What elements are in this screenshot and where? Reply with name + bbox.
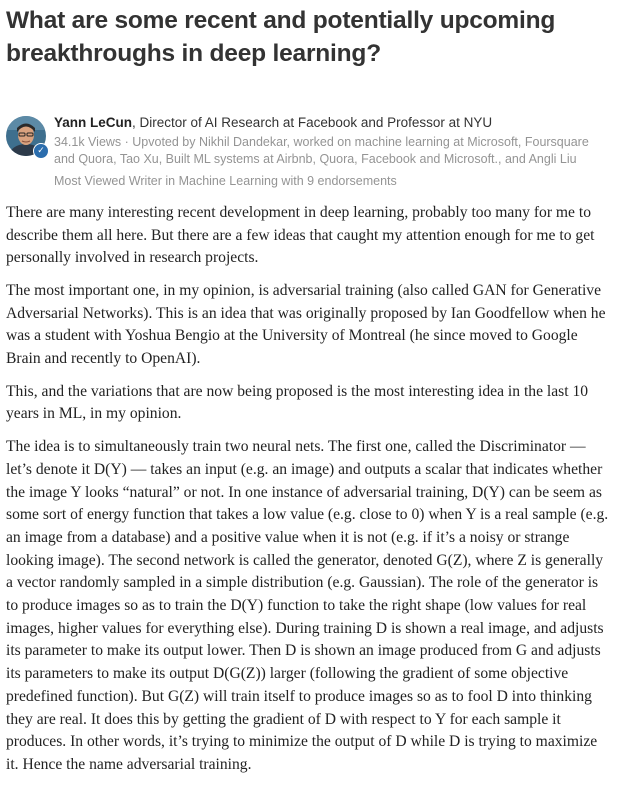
upvoter-link[interactable]: Tao Xu bbox=[119, 152, 159, 167]
upvoter-credential: , Built ML systems at Airbnb, Quora, Facebook and Microsoft. bbox=[158, 152, 498, 167]
upvoter-separator: , bbox=[113, 152, 120, 167]
upvoter-credential: , worked on machine learning at Microsoft, Foursquare and Quora bbox=[54, 135, 589, 167]
answer-meta bbox=[54, 134, 613, 169]
author-block bbox=[6, 114, 613, 190]
question-title[interactable]: What are some recent and potentially upcoming breakthroughs in deep learning? bbox=[6, 7, 556, 67]
view-count: 34.1k Views bbox=[54, 135, 122, 149]
most-viewed-writer[interactable]: Most Viewed Writer in Machine Learning with 9 endorsements bbox=[54, 173, 397, 188]
meta-separator: · bbox=[121, 135, 133, 149]
checkmark-badge-icon: ✓ bbox=[33, 143, 49, 159]
answer-paragraph: The idea is to simultaneously train two neural nets. The first one, called the Discriminator — let’s denote it D(Y) — takes an input (e.g. an image) and outputs a scalar that indicates whether the image Y looks “natural” or not. In one instance of adversarial training, D(Y) can be seem as some sort of energy function that takes a low value (e.g. close to 0) when Y is a real sample (e.g. an image from a database) and a positive value when it is not (e.g. if it’s a noisy or strange looking image). The second network is called the generator, denoted G(Z), where Z is generally a vector randomly sampled in a simple distribution (e.g. Gaussian). The role of the generator is to produce images so as to train the D(Y) function to take the right shape (low values for real images, higher values for everything else). During training D is shown a real image, and adjusts its parameter to make its output lower. Then D is shown an image produced from G and adjusts its parameters to make its output D(G(Z)) larger (following the gradient of some objective predefined function). But G(Z) will train itself to produce images so as to fool D into thinking they are real. It does this by getting the gradient of D with respect to Y for each sample it produces. In other words, it’s trying to minimize the output of D while D is trying to maximize it. Hence the name adversarial training. bbox=[6, 438, 609, 773]
upvoter-link[interactable]: Angli Liu bbox=[528, 152, 577, 167]
user-avatar-icon[interactable] bbox=[6, 116, 46, 156]
upvoter-link[interactable]: Nikhil Dandekar bbox=[199, 135, 287, 149]
upvoter-separator: , and bbox=[498, 152, 529, 167]
upvoted-by-label: Upvoted by bbox=[132, 135, 199, 149]
author-line bbox=[54, 114, 613, 132]
answer-paragraph: There are many interesting recent development in deep learning, probably too many for me to describe them all here. But there are a few ideas that caught my attention enough for me to get personally involved in research projects. bbox=[6, 203, 595, 267]
answer-paragraph: This, and the variations that are now being proposed is the most interesting idea in the last 10 years in ML, in my opinion. bbox=[6, 382, 589, 423]
author-name[interactable]: Yann LeCun bbox=[54, 115, 133, 130]
answer-body bbox=[6, 202, 613, 777]
answer-paragraph: The most important one, in my opinion, is adversarial training (also called GAN for Generative Adversarial Networks). This is an idea that was originally proposed by Ian Goodfellow when he was a student with Yoshua Bengio at the University of Montreal (he since moved to Google Brain and recently to OpenAI). bbox=[6, 281, 606, 368]
author-credential: , Director of AI Research at Facebook and Professor at NYU bbox=[132, 115, 493, 130]
